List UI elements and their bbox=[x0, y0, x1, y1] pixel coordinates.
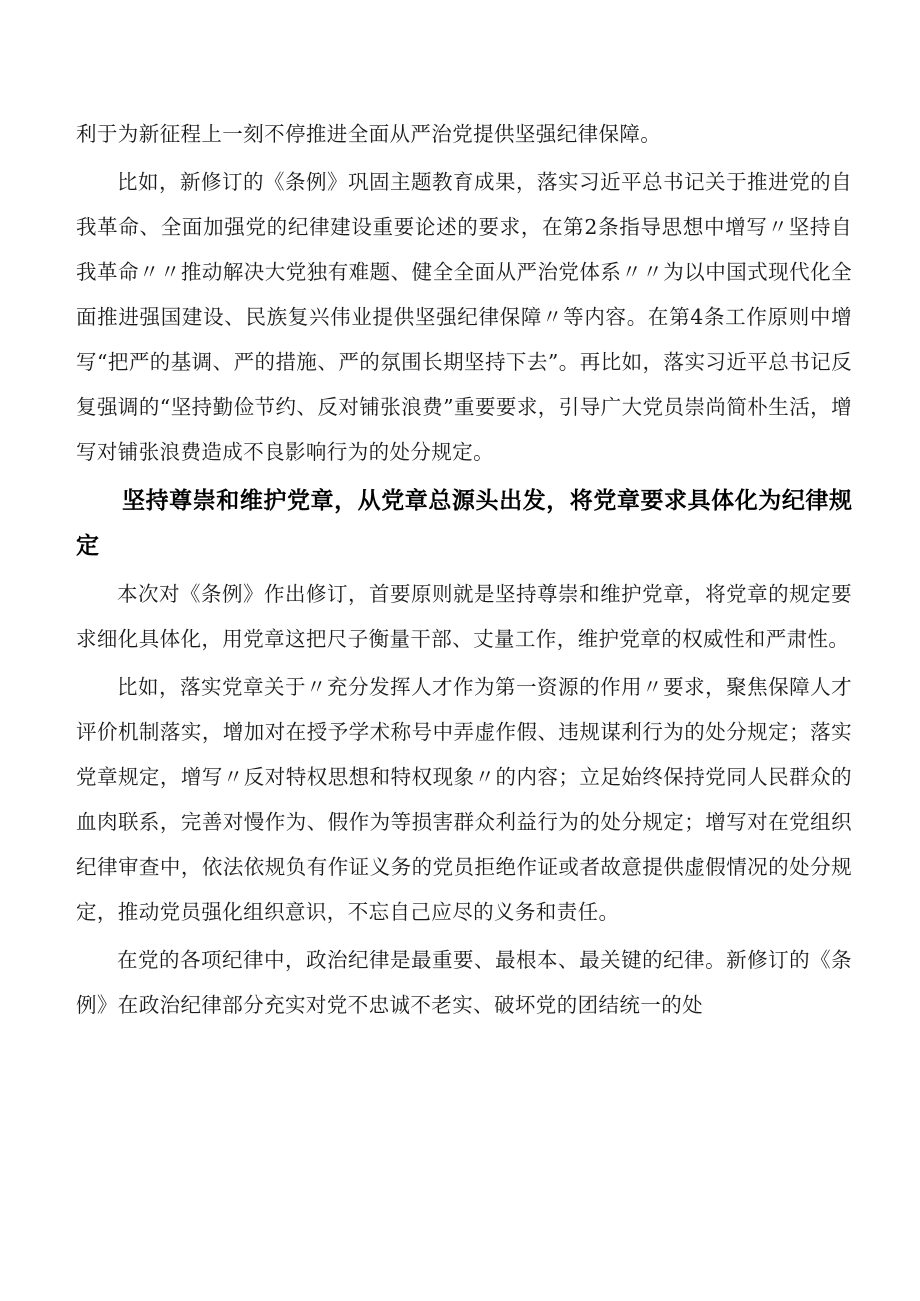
paragraph-political-discipline: 在党的各项纪律中，政治纪律是最重要、最根本、最关键的纪律。新修订的《条例》在政治纪律部分充实对党不忠诚不老实、破坏党的团结统一的处 bbox=[76, 948, 852, 1017]
paragraph-examples-2: 比如，落实党章关于〃充分发挥人才作为第一资源的作用〃要求，聚焦保障人才评价机制落实，增加对在授予学术称号中弄虚作假、违规谋利行为的处分规定；落实党章规定，增写〃反对特权思想和特权现象〃的内容；立足始终保持党同人民群众的血肉联系，完善对慢作为、假作为等损害群众利益行为的处分规定；增写对在党组织纪律审查中，依法依规负有作证义务的党员拒绝作证或者故意提供虚假情况的处分规定，推动党员强化组织意识，不忘自己应尽的义务和责任。 bbox=[76, 675, 852, 924]
paragraph-examples-1: 比如，新修订的《条例》巩固主题教育成果，落实习近平总书记关于推进党的自我革命、全面加强党的纪律建设重要论述的要求，在第2条指导思想中增写〃坚持自我革命〃〃推动解决大党独有难题、健全全面从严治党体系〃〃为以中国式现代化全面推进强国建设、民族复兴伟业提供坚强纪律保障〃等内容。在第4条工作原则中增写“把严的基调、严的措施、严的氛围长期坚持下去”。再比如，落实习近平总书记反复强调的“坚持勤俭节约、反对铺张浪费”重要要求，引导广大党员崇尚简朴生活，增写对铺张浪费造成不良影响行为的处分规定。 bbox=[76, 170, 852, 464]
paragraph-principle: 本次对《条例》作出修订，首要原则就是坚持尊崇和维护党章，将党章的规定要求细化具体化，用党章这把尺子衡量干部、丈量工作，维护党章的权威性和严肃性。 bbox=[76, 582, 852, 651]
section-heading: 坚持尊崇和维护党章，从党章总源头出发，将党章要求具体化为纪律规定 bbox=[76, 488, 852, 559]
document-page bbox=[76, 112, 852, 1028]
paragraph-continued: 利于为新征程上一刻不停推进全面从严治党提供坚强纪律保障。 bbox=[76, 122, 662, 146]
